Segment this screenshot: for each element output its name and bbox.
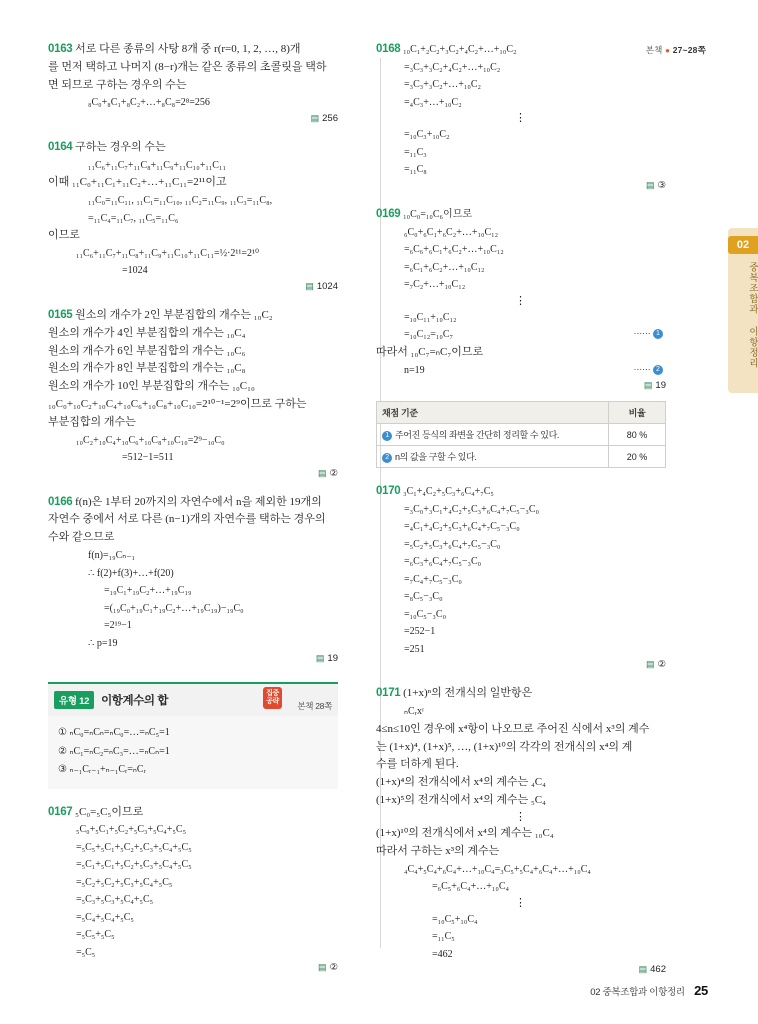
solution-line: 구하는 경우의 수는: [75, 140, 166, 153]
solution-line: 원소의 개수가 8인 부분집합의 개수는 ₁₀C₈: [48, 362, 246, 375]
math-line: =₁₀C₅+₁₀C₄: [432, 913, 478, 925]
answer-box-icon: ▤: [310, 112, 320, 123]
solution-line: 따라서 구하는 x³의 계수는: [376, 844, 500, 857]
problem-0163: [48, 40, 338, 124]
rubric-criteria-header: 채점 기준: [377, 402, 609, 424]
page-footer: [590, 983, 708, 998]
math-line: =2¹⁹−1: [104, 620, 132, 631]
math-line: ₁₁C₆+₁₁C₇+₁₁C₈+₁₁C₉+₁₁C₁₀+₁₁C₁₁=½·2¹¹=2¹⁰: [76, 247, 260, 259]
solution-line: ₅C₀=₅C₅이므로: [75, 805, 144, 818]
solution-line: 따라서 ₁₀C₇=ₙC₇이므로: [376, 345, 484, 358]
math-line: =₇C₂+…+₁₀C₁₂: [404, 279, 466, 291]
table-header-row: [377, 402, 666, 424]
answer-line: [48, 468, 338, 479]
answer-line: [376, 659, 666, 670]
math-line: =₈C₅−₃C₀: [404, 591, 443, 603]
problem-0171: [376, 684, 666, 975]
math-line: ₈C₀+₈C₁+₈C₂+…+₈C₈=2⁸=256: [88, 97, 210, 109]
math-line: =₇C₄+₇C₅−₃C₀: [404, 573, 462, 585]
answer-value: 19: [655, 380, 666, 392]
rubric-table: [376, 401, 666, 468]
answer-line: [376, 180, 666, 191]
problem-number: 0167: [48, 805, 73, 818]
solution-line: ₁₀C₀+₁₀C₂+₁₀C₄+₁₀C₆+₁₀C₈+₁₀C₁₀=2¹⁰⁻¹=2⁹이므로 구하는: [48, 397, 307, 410]
math-line: =₃C₃+₃C₂+₄C₂+…+₁₀C₂: [404, 61, 501, 73]
right-column: [354, 40, 666, 976]
problem-0165: [48, 306, 338, 479]
solution-line: 원소의 개수가 2인 부분집합의 개수는 ₁₀C₂: [75, 308, 273, 321]
problem-0164: [48, 138, 338, 292]
math-line: =₁₁C₄=₁₁C₇, ₁₁C₅=₁₁C₆: [88, 212, 179, 224]
answer-line: [376, 964, 666, 975]
answer-box-icon: ▤: [643, 380, 653, 391]
rubric-mark-2: ⋯⋯ 2: [634, 362, 666, 377]
focus-badge: [263, 687, 282, 709]
rubric-ratio-cell: 20 %: [609, 446, 666, 468]
answer-line: [48, 653, 338, 664]
problem-number: 0166: [48, 495, 73, 508]
rubric-mark-1: ⋯⋯ 1: [634, 326, 666, 341]
side-tab-number: 02: [728, 236, 758, 254]
math-line: ₁₀C₂+₁₀C₄+₁₀C₆+₁₀C₈+₁₀C₁₀=2⁹−₁₀C₀: [76, 434, 225, 446]
math-line: =₁₀C₁₂=₁₀C₇: [404, 329, 454, 341]
problem-0168: [376, 40, 666, 191]
math-line: =512−1=511: [122, 452, 174, 464]
solution-line: (1+x)ⁿ의 전개식의 일반항은: [403, 687, 533, 700]
solution-line: (1+x)⁵의 전개식에서 x⁴의 계수는 ₅C₄: [376, 794, 546, 806]
problem-number: 0170: [376, 485, 401, 498]
answer-box-icon: ▤: [317, 467, 327, 478]
problem-0167: [48, 803, 338, 974]
section-title: 이항계수의 합: [101, 695, 169, 707]
problem-number: 0165: [48, 308, 73, 321]
problem-number: 0168: [376, 43, 401, 55]
solution-line: 원소의 개수가 6인 부분집합의 개수는 ₁₀C₆: [48, 344, 246, 357]
math-line: =₆C₃+₆C₄+₇C₅−₃C₀: [404, 556, 482, 568]
problem-number: 0163: [48, 43, 73, 55]
solution-line: 면 되므로 구하는 경우의 수는: [48, 78, 187, 91]
solution-line: 원소의 개수가 4인 부분집합의 개수는 ₁₀C₄: [48, 326, 246, 339]
problem-number: 0164: [48, 140, 73, 153]
formula-line: ③ ₙ₋₁Cᵣ₋₁+ₙ₋₁Cᵣ=ₙCᵣ: [58, 764, 146, 775]
chapter-side-tab: [728, 228, 758, 393]
math-line: =252−1: [404, 626, 436, 638]
math-line: ₁₁C₆+₁₁C₇+₁₁C₈+₁₁C₉+₁₁C₁₀+₁₁C₁₁: [88, 159, 226, 171]
answer-value: 462: [650, 964, 666, 976]
problem-number: 0169: [376, 207, 401, 220]
focus-badge-line1: 집중: [266, 690, 279, 697]
math-line: ₁₁C₀=₁₁C₁₁, ₁₁C₁=₁₁C₁₀, ₁₁C₂=₁₁C₉, ₁₁C₃=₁₁C₈,: [88, 195, 273, 207]
solution-line: 4≤n≤10인 경우에 x⁴항이 나오므로 주어진 식에서 x³의 계수: [376, 722, 650, 735]
section-reference: 본책 28쪽: [297, 701, 332, 711]
header-suffix: 쪽: [697, 45, 706, 55]
formula-line: ② ₙC₁=ₙC₂=ₙC₃=…=ₙCₙ=1: [58, 745, 170, 757]
math-line: ₄C₄+₅C₄+₆C₄+…+₁₀C₄=₃C₅+₅C₄+₆C₄+…+₁₀C₄: [404, 863, 591, 875]
answer-box-icon: ▤: [645, 179, 655, 190]
problem-0170: [376, 482, 666, 670]
answer-value: 19: [327, 653, 338, 664]
solution-line: 서로 다른 종류의 사탕 8개 중 r(r=0, 1, 2, …, 8)개: [75, 43, 301, 55]
answer-value: ②: [329, 467, 338, 479]
math-line: ∴ p=19: [88, 637, 118, 649]
math-line-with-mark: [376, 362, 666, 380]
math-line: =₆C₆+₆C₁+₆C₂+…+₁₀C₁₂: [404, 244, 504, 256]
problem-0169: [376, 205, 666, 468]
math-line: n=19: [404, 364, 425, 376]
focus-badge-line2: 공략: [266, 698, 279, 706]
math-line: =₅C₃+₅C₃+₅C₄+₅C₅: [76, 894, 154, 906]
solution-line: 원소의 개수가 10인 부분집합의 개수는 ₁₀C₁₀: [48, 380, 255, 393]
math-line: =₆C₅+₆C₄+…+₁₀C₄: [432, 881, 509, 893]
answer-value: ②: [329, 962, 338, 974]
rubric-criteria-cell: [377, 446, 609, 468]
math-line: =251: [404, 643, 425, 655]
math-line: =₄C₁+₄C₂+₅C₃+₆C₄+₇C₅−₃C₀: [404, 521, 520, 533]
table-row: [377, 446, 666, 468]
answer-line: [48, 962, 338, 973]
rubric-criteria-text: n의 값을 구할 수 있다.: [395, 452, 477, 463]
math-line: ₆C₀+₆C₁+₆C₂+…+₁₀C₁₂: [404, 226, 499, 238]
two-column-body: [48, 40, 710, 976]
math-line-with-mark: [376, 326, 666, 344]
solution-line: 를 먼저 택하고 나머지 (8−r)개는 같은 종류의 초콜릿을 택하: [48, 60, 327, 73]
math-line: =1024: [122, 265, 148, 277]
math-line: =₅C₂+₅C₃+₆C₄+₇C₅−₃C₀: [404, 538, 501, 550]
rubric-ratio-cell: 80 %: [609, 424, 666, 446]
vertical-dots: ⋮: [515, 112, 527, 125]
math-line: =₅C₅: [76, 946, 96, 958]
math-line: =₅C₄+₅C₄+₅C₅: [76, 911, 134, 923]
math-line: ₙCᵣxʳ: [404, 706, 425, 718]
answer-box-icon: ▤: [645, 659, 655, 670]
math-line: =₁₁C₈: [404, 164, 427, 176]
math-line: f(n)=₁₉Cₙ₋₁: [88, 550, 136, 561]
rubric-ratio-header: 비율: [609, 402, 666, 424]
header-dot-icon: ●: [665, 46, 671, 55]
math-line: =₆C₁+₆C₂+…+₁₀C₁₂: [404, 261, 485, 273]
math-line: ∴ f(2)+f(3)+…+f(20): [88, 567, 174, 579]
math-line: ₁₀C₀=₁₀C₆이므로: [403, 208, 473, 220]
math-line: =₄C₃+…+₁₀C₂: [404, 96, 462, 108]
math-line: =₃C₃+₃C₂+…+₁₀C₂: [404, 79, 481, 91]
answer-value: 256: [322, 112, 338, 124]
solution-line: 이므로: [48, 229, 80, 242]
problem-0166: [48, 493, 338, 664]
side-tab-label: 중복조합과 이항정리: [747, 262, 758, 369]
math-line: =₅C₅+₅C₅: [76, 929, 115, 941]
section-header-yuhyeong-12: [48, 682, 338, 716]
math-line: =₅C₅+₅C₁+₅C₂+₅C₃+₅C₄+₅C₅: [76, 841, 192, 853]
math-line: =(₁₉C₀+₁₉C₁+₁₉C₂+…+₁₉C₁₉)−₁₉C₀: [104, 602, 244, 614]
solution-line: (1+x)⁴의 전개식에서 x⁴의 계수는 ₄C₄: [376, 776, 546, 789]
rubric-index-2: 2: [382, 453, 392, 463]
solution-line: 수와 같으므로: [48, 531, 115, 544]
header-prefix: 본책: [645, 45, 663, 55]
answer-value: ③: [657, 179, 666, 191]
answer-box-icon: ▤: [317, 962, 327, 973]
solution-line: (1+x)¹⁰의 전개식에서 x⁴의 계수는 ₁₀C₄: [376, 826, 554, 839]
vertical-dots: ⋮: [515, 294, 527, 307]
solution-line: 수를 더하게 된다.: [376, 758, 459, 771]
solution-line: f(n)은 1부터 20까지의 자연수에서 n을 제외한 19개의: [75, 495, 322, 508]
answer-value: 1024: [316, 280, 338, 292]
vertical-dots: ⋮: [515, 896, 527, 909]
formula-line: ① ₙC₀=ₙCₙ=ₙC₀=…=ₙC₅=1: [58, 727, 170, 738]
solution-line: 부분집합의 개수는: [48, 415, 136, 428]
answer-value: ②: [657, 659, 666, 671]
answer-box-icon: ▤: [305, 280, 314, 291]
solution-line: 자연수 중에서 서로 다른 (n−1)개의 자연수를 택하는 경우의: [48, 513, 326, 526]
header-pages: 27~28: [672, 45, 698, 55]
answer-box-icon: ▤: [638, 964, 648, 975]
math-line: =₁₉C₁+₁₉C₂+…+₁₉C₁₉: [104, 585, 192, 596]
rubric-index-1: 1: [382, 431, 392, 441]
math-line: ₃C₁+₄C₂+₅C₃+₆C₄+₇C₅: [403, 486, 494, 498]
answer-box-icon: ▤: [315, 653, 325, 663]
solution-line: 이때 ₁₁C₀+₁₁C₁+₁₁C₂+…+₁₁C₁₁=2¹¹이고: [48, 176, 227, 189]
answer-line: [376, 380, 666, 391]
math-line: ₅C₀+₅C₁+₅C₂+₅C₃+₅C₄+₅C₅: [76, 824, 187, 836]
footer-page-number: 25: [694, 983, 708, 998]
left-column: [48, 40, 354, 974]
section-tag: 유형 12: [54, 691, 94, 709]
math-line: =₁₀C₃+₁₀C₂: [404, 129, 450, 141]
formula-box: [48, 716, 338, 789]
math-line: =₁₀C₁₁+₁₀C₁₂: [404, 311, 457, 323]
math-line: =462: [432, 948, 453, 960]
table-row: [377, 424, 666, 446]
rubric-criteria-text: 주어진 등식의 좌변을 간단히 정리할 수 있다.: [395, 430, 559, 441]
math-line: =₅C₁+₅C₁+₅C₂+₅C₃+₅C₄+₅C₅: [76, 859, 192, 871]
math-line: =₁₀C₅−₃C₀: [404, 608, 447, 620]
math-line: =₃C₀+₃C₁+₄C₂+₅C₃+₆C₄+₇C₅−₃C₀: [404, 503, 539, 515]
answer-line: [48, 281, 338, 292]
footer-chapter: 02 중복조합과 이항정리: [590, 987, 685, 998]
vertical-dots: ⋮: [515, 810, 527, 823]
problem-number: 0171: [376, 687, 401, 700]
math-line: ₁₀C₁+₂C₂+₃C₂+₄C₂+…+₁₀C₂: [403, 44, 517, 55]
math-line: =₁₁C₅: [432, 931, 455, 943]
answer-line: [48, 113, 338, 124]
math-line: =₁₁C₃: [404, 146, 427, 158]
rubric-criteria-cell: [377, 424, 609, 446]
solution-line: 는 (1+x)⁴, (1+x)⁵, …, (1+x)¹⁰의 각각의 전개식의 x⁴의 계: [376, 740, 633, 753]
math-line: =₅C₂+₅C₂+₅C₃+₅C₄+₅C₅: [76, 876, 173, 888]
